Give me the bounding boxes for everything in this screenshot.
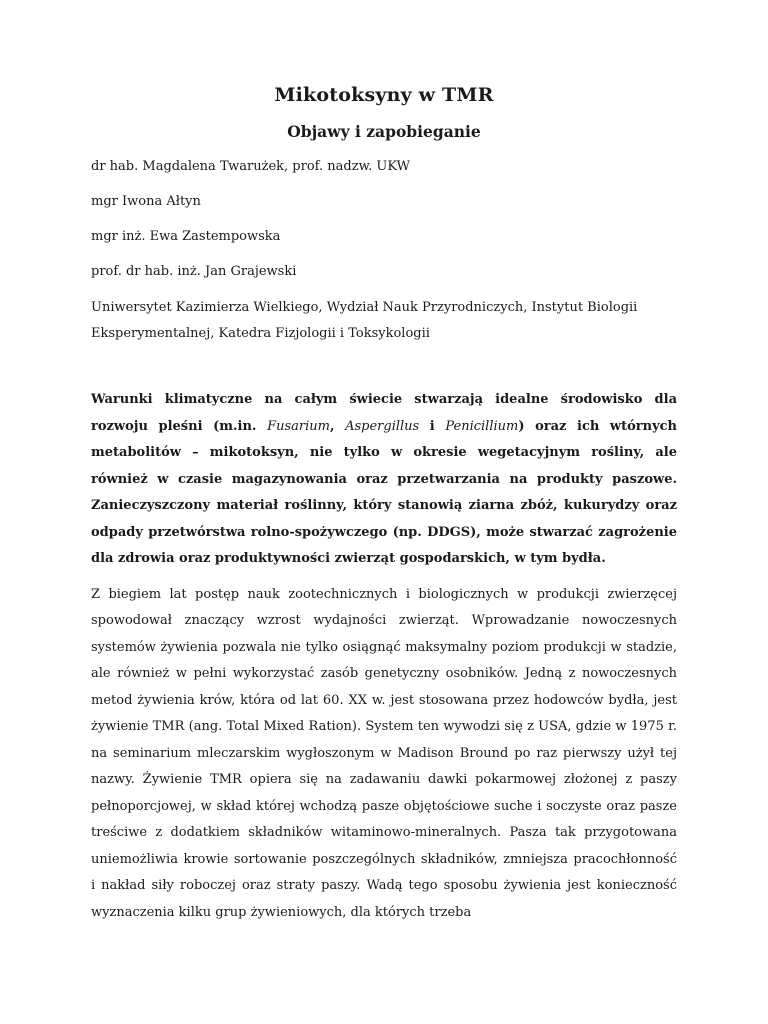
lead-separator: i	[419, 418, 446, 434]
author-affiliation: Uniwersytet Kazimierza Wielkiego, Wydział Nauk Przyrodniczych, Instytut Biologii Eksperymentalnej, Katedra Fizjologii i Toksykologii	[91, 300, 638, 341]
body-paragraph: Z biegiem lat postęp nauk zootechnicznych i biologicznych w produkcji zwierzęcej spowodował znaczący wzrost wydajności zwierząt. Wprowadzanie nowoczesnych systemów żywienia pozwala nie tylko osiągnąć maksymalny poziom produkcji w stadzie, ale również w pełni wykorzystać zasób genetyczny osobników. Jedną z nowoczesnych metod żywienia krów, która od lat 60. XX w. jest stosowana przez hodowców bydła, jest żywienie TMR (ang. Total Mixed Ration). System ten wywodzi się z USA, gdzie w 1975 r. na seminarium mleczarskim wygłoszonym w Madison Bround po raz pierwszy użył tej nazwy. Żywienie TMR opiera się na zadawaniu dawki pokarmowej złożonej z paszy pełnoporcjowej, w skład której wchodzą pasze objętościowe suche i soczyste oraz pasze treściwe z dodatkiem składników witaminowo-mineralnych. Pasza tak przygotowana uniemożliwia krowie sortowanie poszczególnych składników, zmniejsza pracochłonność i nakład siły roboczej oraz straty paszy. Wadą tego sposobu żywienia jest konieczność wyznaczenia kilku grup żywieniowych, dla których trzeba	[91, 586, 677, 920]
genus-name: Aspergillus	[345, 418, 420, 434]
author-line: mgr inż. Ewa Zastempowska	[91, 229, 281, 244]
document-title: Mikotoksyny w TMR	[274, 84, 494, 106]
lead-paragraph	[91, 387, 677, 573]
author-line: mgr Iwona Ałtyn	[91, 194, 201, 209]
genus-name: Fusarium	[267, 418, 330, 434]
lead-text-end: ) oraz ich wtórnych metabolitów – mikotoksyn, nie tylko w okresie wegetacyjnym rośliny, ale również w czasie magazynowania oraz przetwarzania na produkty paszowe. Zanieczyszczony materiał roślinny, który stanowią ziarna zbóż, kukurydzy oraz odpady przetwórstwa rolno-spożywczego (np. DDGS), może stwarzać zagrożenie dla zdrowia oraz produktywności zwierząt gospodarskich, w tym bydła.	[91, 418, 677, 566]
lead-text-start: Warunki klimatyczne na całym świecie stwarzają idealne środowisko dla rozwoju pleśni (m.in.	[91, 392, 677, 434]
author-line: prof. dr hab. inż. Jan Grajewski	[91, 264, 297, 279]
document-subtitle: Objawy i zapobieganie	[287, 122, 481, 141]
author-line: dr hab. Magdalena Twarużek, prof. nadzw. UKW	[91, 159, 410, 174]
lead-separator: ,	[329, 418, 346, 434]
genus-name: Penicillium	[445, 418, 519, 434]
